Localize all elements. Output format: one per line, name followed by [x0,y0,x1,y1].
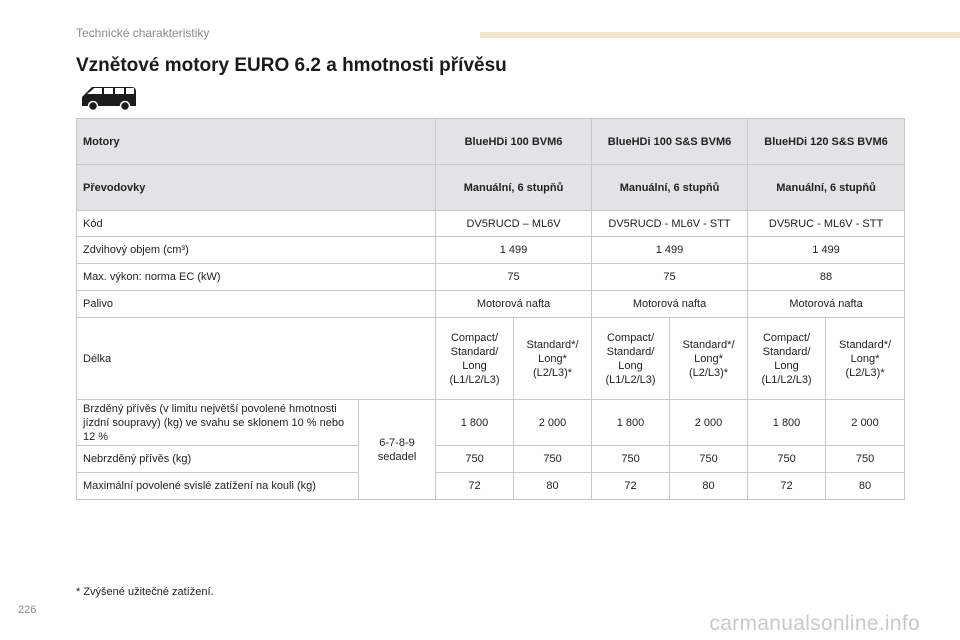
footnote: * Zvýšené užitečné zatížení. [76,586,214,598]
engine-header: BlueHDi 120 S&S BVM6 [748,119,905,165]
table-cell: Motorová nafta [592,291,748,318]
table-cell: 750 [514,446,592,473]
table-cell: Standard*/ Long* (L2/L3)* [826,318,905,400]
table-row-vykon [77,264,905,291]
table-cell: 72 [748,473,826,500]
table-cell: 750 [670,446,748,473]
table-row-delka [77,318,905,400]
table-cell: 2 000 [514,400,592,446]
table-cell: 750 [592,446,670,473]
table-cell: 1 499 [436,237,592,264]
table-row-objem [77,237,905,264]
table-row-palivo [77,291,905,318]
row-label: Zdvihový objem (cm³) [77,237,436,264]
table-cell: 1 800 [436,400,514,446]
row-label: Motory [77,119,436,165]
table-cell: DV5RUC - ML6V - STT [748,211,905,237]
table-cell: Compact/ Standard/ Long (L1/L2/L3) [748,318,826,400]
table-cell: 80 [826,473,905,500]
table-cell: DV5RUCD - ML6V - STT [592,211,748,237]
table-row-prevodovky [77,165,905,211]
table-cell: Manuální, 6 stupňů [748,165,905,211]
row-label: Maximální povolené svislé zatížení na kouli (kg) [77,473,359,500]
van-icon [80,84,138,112]
engine-header: BlueHDi 100 S&S BVM6 [592,119,748,165]
page-title: Vznětové motory EURO 6.2 a hmotnosti přívěsu [76,55,507,76]
table-cell: Manuální, 6 stupňů [436,165,592,211]
table-cell: 75 [592,264,748,291]
table-cell: DV5RUCD – ML6V [436,211,592,237]
row-label: Palivo [77,291,436,318]
table-cell: 750 [826,446,905,473]
table-row-brzdeny [77,400,905,446]
table-cell: 1 800 [748,400,826,446]
table-cell: 72 [436,473,514,500]
row-label: Max. výkon: norma EC (kW) [77,264,436,291]
table-cell: Manuální, 6 stupňů [592,165,748,211]
table-cell: 80 [670,473,748,500]
table-cell: Standard*/ Long* (L2/L3)* [514,318,592,400]
row-label: Brzděný přívěs (v limitu největší povolené hmotnosti jízdní soupravy) (kg) ve svahu se sklonem 10 % nebo 12 % [77,400,359,446]
table-cell: 75 [436,264,592,291]
section-header: Technické charakteristiky [76,26,210,40]
table-cell: 88 [748,264,905,291]
table-cell: 1 499 [748,237,905,264]
table-cell: Compact/ Standard/ Long (L1/L2/L3) [592,318,670,400]
table-cell: Motorová nafta [748,291,905,318]
seats-cell: 6-7-8-9 sedadel [359,400,436,500]
table-cell: 750 [748,446,826,473]
row-label: Kód [77,211,436,237]
table-row-motory [77,119,905,165]
table-cell: 2 000 [826,400,905,446]
table-row-zatizeni [77,473,905,500]
engine-header: BlueHDi 100 BVM6 [436,119,592,165]
table-cell: Motorová nafta [436,291,592,318]
row-label: Délka [77,318,436,400]
table-cell: 1 800 [592,400,670,446]
row-label: Nebrzděný přívěs (kg) [77,446,359,473]
table-cell: 72 [592,473,670,500]
page-number: 226 [18,604,37,616]
spec-table [76,118,905,500]
row-label: Převodovky [77,165,436,211]
table-cell: 80 [514,473,592,500]
table-row-kod [77,211,905,237]
header-bar [480,32,960,38]
table-row-nebrzdeny [77,446,905,473]
table-cell: 750 [436,446,514,473]
table-cell: Standard*/ Long* (L2/L3)* [670,318,748,400]
table-cell: 2 000 [670,400,748,446]
table-cell: 1 499 [592,237,748,264]
table-cell: Compact/ Standard/ Long (L1/L2/L3) [436,318,514,400]
watermark: carmanualsonline.info [709,612,920,635]
